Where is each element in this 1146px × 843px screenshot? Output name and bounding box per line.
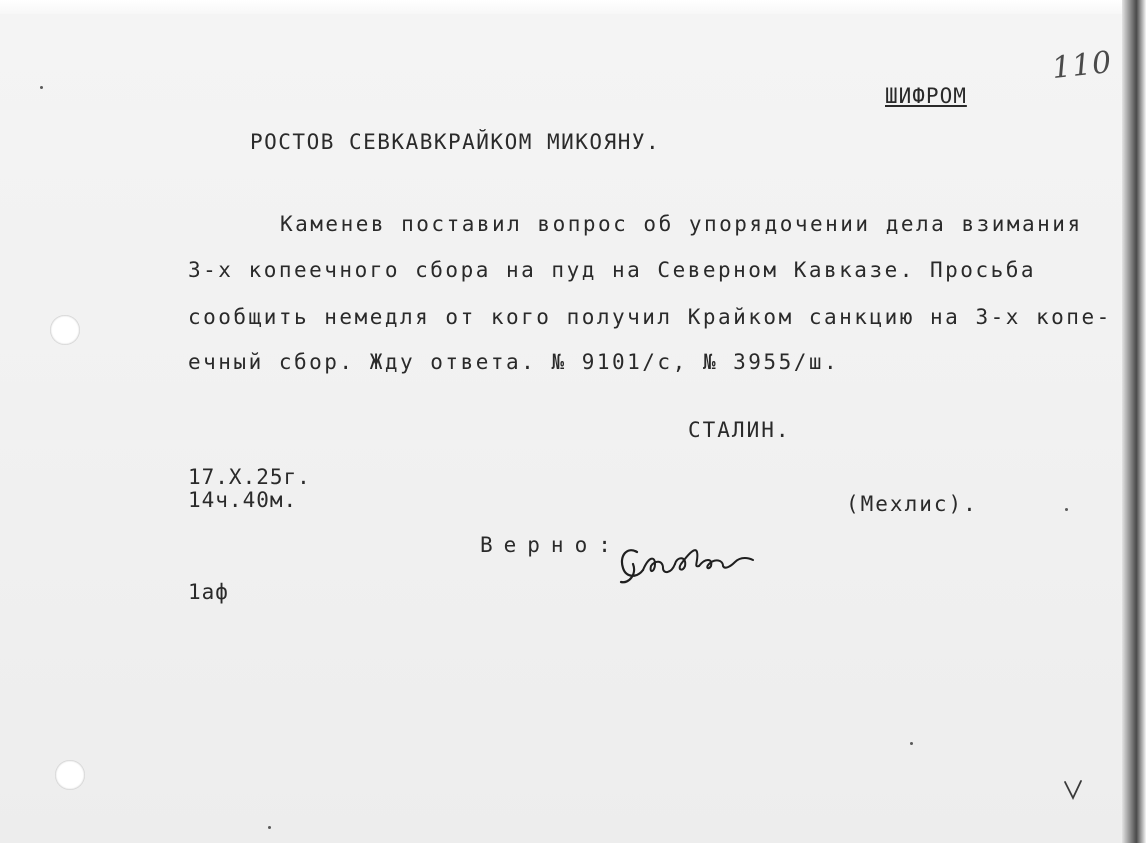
body-line: 3-х копеечного сбора на пуд на Северном Кавказе. Просьба <box>188 258 1037 282</box>
copies-mark: 1аф <box>188 580 229 604</box>
sheet-top-border <box>0 0 1146 14</box>
page-number: 110 <box>1050 44 1114 87</box>
scan-speck <box>910 742 913 745</box>
handwritten-signature-icon <box>615 538 760 588</box>
check-mark-icon <box>1062 778 1086 802</box>
body-line: Каменев поставил вопрос об упорядочении дела взимания <box>280 212 1083 236</box>
verified-label: Верно: <box>480 533 622 557</box>
sheet-right-edge <box>1122 0 1146 843</box>
scan-speck <box>268 826 271 829</box>
addressee-line: РОСТОВ СЕВКАВКРАЙКОМ МИКОЯНУ. <box>250 130 661 154</box>
scan-speck <box>40 86 43 89</box>
body-line: сообщить немедля от кого получил Крайком санкцию на 3-х копе- <box>188 305 1112 329</box>
signature-name: СТАЛИН. <box>688 418 791 442</box>
time-line: 14ч.40м. <box>188 488 298 512</box>
date-line: 17.X.25г. <box>188 465 311 489</box>
punch-hole-icon <box>55 760 85 790</box>
cipher-mark: ШИФРОМ <box>885 84 967 108</box>
scan-speck <box>1065 508 1068 511</box>
body-line: ечный сбор. Жду ответа. № 9101/с, № 3955/ш. <box>188 350 840 374</box>
punch-hole-icon <box>50 315 80 345</box>
sender-name: (Мехлис). <box>846 492 978 516</box>
